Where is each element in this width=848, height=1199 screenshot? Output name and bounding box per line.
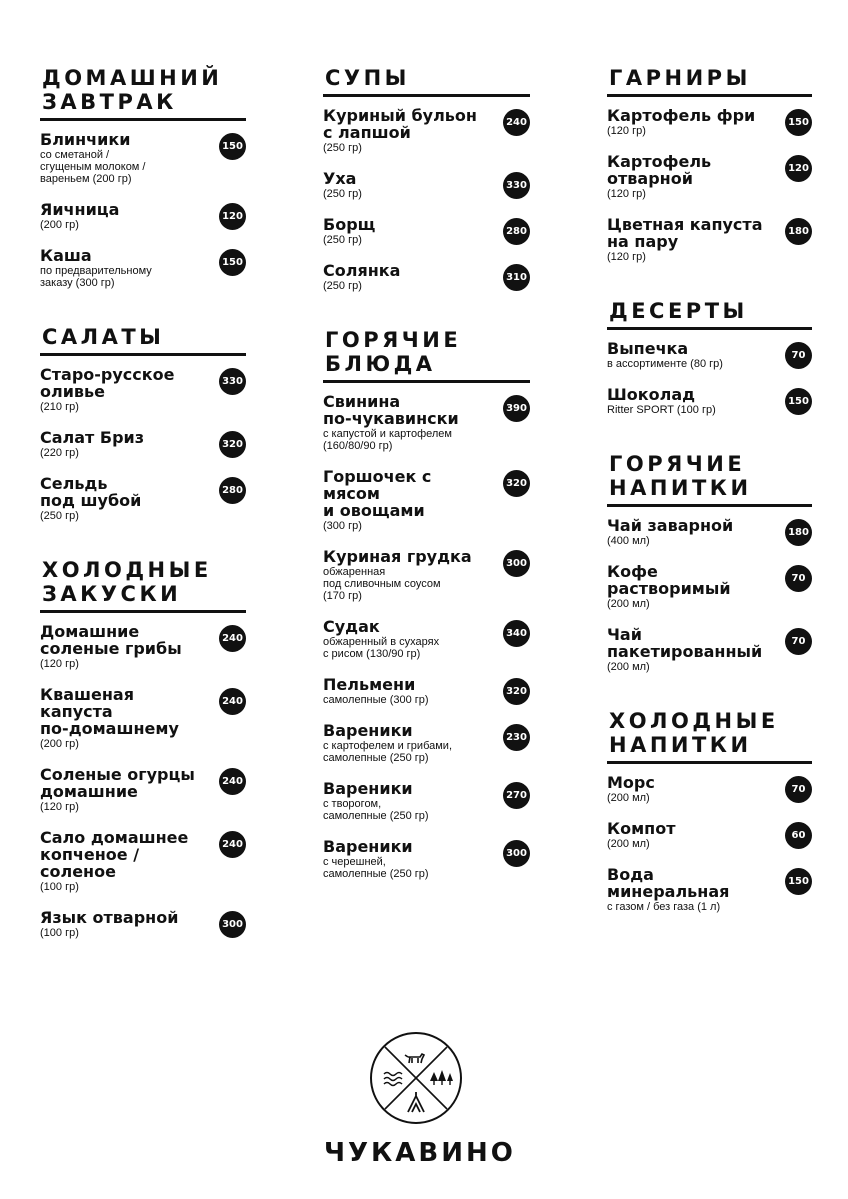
price-badge: 320 (219, 431, 246, 458)
menu-item-description: (200 гр) (40, 219, 79, 231)
menu-item-name: Вареники (323, 721, 413, 740)
menu-section (40, 325, 246, 522)
menu-item (323, 216, 530, 246)
price-badge: 310 (503, 264, 530, 291)
menu-item-description: (250 гр) (323, 234, 362, 246)
menu-item (607, 820, 812, 850)
menu-item-description: (200 мл) (607, 792, 650, 804)
menu-item (323, 838, 530, 880)
menu-item-description: (250 гр) (40, 510, 79, 522)
menu-item-description: (120 гр) (40, 801, 79, 813)
menu-column-2 (323, 66, 530, 896)
menu-item (607, 626, 812, 673)
menu-item-description: (250 гр) (323, 280, 362, 292)
menu-section (323, 328, 530, 880)
price-badge: 150 (219, 249, 246, 276)
menu-item-description: со сметаной / сгущеным молоком / вареньем (200 гр) (40, 149, 146, 185)
menu-item-name: Чай заварной (607, 516, 734, 535)
price-badge: 70 (785, 565, 812, 592)
menu-item-description: (120 гр) (607, 125, 646, 137)
menu-item-description: (120 гр) (607, 251, 646, 263)
menu-item-description: (400 мл) (607, 535, 650, 547)
price-badge: 330 (219, 368, 246, 395)
menu-item-description: (250 гр) (323, 188, 362, 200)
section-title: ГОРЯЧИЕ НАПИТКИ (607, 452, 812, 507)
menu-item-description: (120 гр) (607, 188, 646, 200)
menu-item-name: Язык отварной (40, 908, 179, 927)
menu-item-name: Куриная грудка (323, 547, 472, 566)
price-badge: 280 (503, 218, 530, 245)
menu-item-name: Цветная капуста на пару (607, 215, 763, 251)
section-title: ХОЛОДНЫЕ НАПИТКИ (607, 709, 812, 764)
menu-column-3 (607, 66, 812, 929)
section-title: ГАРНИРЫ (607, 66, 812, 97)
menu-item (607, 216, 812, 263)
menu-item (40, 475, 246, 522)
menu-item-name: Чай пакетированный (607, 625, 763, 661)
menu-item (607, 107, 812, 137)
menu-item (323, 262, 530, 292)
menu-item-description: (200 гр) (40, 738, 79, 750)
menu-item-name: Вареники (323, 779, 413, 798)
menu-item (323, 780, 530, 822)
menu-item-description: с черешней, самолепные (250 гр) (323, 856, 429, 880)
price-badge: 280 (219, 477, 246, 504)
menu-section (607, 299, 812, 416)
section-title: ДОМАШНИЙ ЗАВТРАК (40, 66, 246, 121)
menu-item-description: с картофелем и грибами, самолепные (250 гр) (323, 740, 452, 764)
menu-item-name: Кофе растворимый (607, 562, 731, 598)
price-badge: 240 (219, 625, 246, 652)
menu-item-description: (210 гр) (40, 401, 79, 413)
menu-column-1 (40, 66, 246, 955)
menu-item-name: Пельмени (323, 675, 416, 694)
menu-item (323, 468, 530, 532)
menu-item-description: (200 мл) (607, 661, 650, 673)
menu-item (607, 153, 812, 200)
price-badge: 60 (785, 822, 812, 849)
price-badge: 330 (503, 172, 530, 199)
menu-item-name: Сельдь под шубой (40, 474, 142, 510)
menu-section (607, 709, 812, 913)
compass-emblem-icon (368, 1030, 464, 1126)
price-badge: 300 (503, 550, 530, 577)
menu-item-name: Вода минеральная (607, 865, 730, 901)
menu-item-description: (300 гр) (323, 520, 362, 532)
menu-item-description: (220 гр) (40, 447, 79, 459)
menu-item-description: с творогом, самолепные (250 гр) (323, 798, 429, 822)
menu-item (323, 722, 530, 764)
menu-item-name: Судак (323, 617, 380, 636)
menu-item-name: Солянка (323, 261, 401, 280)
menu-item (607, 517, 812, 547)
price-badge: 300 (503, 840, 530, 867)
menu-item (40, 201, 246, 231)
menu-item (607, 774, 812, 804)
menu-item-name: Борщ (323, 215, 376, 234)
menu-item-description: обжаренный в сухарях с рисом (130/90 гр) (323, 636, 440, 660)
menu-section (607, 452, 812, 673)
menu-item-name: Соленые огурцы домашние (40, 765, 195, 801)
menu-item (323, 548, 530, 602)
menu-item-name: Выпечка (607, 339, 689, 358)
menu-item-description: самолепные (300 гр) (323, 694, 429, 706)
menu-item (607, 386, 812, 416)
menu-item (323, 676, 530, 706)
menu-item-description: с газом / без газа (1 л) (607, 901, 721, 913)
menu-item-name: Шоколад (607, 385, 696, 404)
menu-item (40, 429, 246, 459)
menu-item-name: Блинчики (40, 130, 131, 149)
menu-item-name: Морс (607, 773, 655, 792)
menu-item-name: Квашеная капуста по-домашнему (40, 685, 179, 738)
menu-item (40, 247, 246, 289)
menu-item (607, 866, 812, 913)
price-badge: 320 (503, 470, 530, 497)
section-title: ДЕСЕРТЫ (607, 299, 812, 330)
price-badge: 180 (785, 218, 812, 245)
menu-item (40, 909, 246, 939)
menu-section (40, 66, 246, 289)
price-badge: 390 (503, 395, 530, 422)
menu-item-description: в ассортименте (80 гр) (607, 358, 723, 370)
price-badge: 340 (503, 620, 530, 647)
menu-item-description: (200 мл) (607, 838, 650, 850)
menu-item-description: Ritter SPORT (100 гр) (607, 404, 716, 416)
menu-item-name: Компот (607, 819, 676, 838)
section-title: ХОЛОДНЫЕ ЗАКУСКИ (40, 558, 246, 613)
menu-item-description: (200 мл) (607, 598, 650, 610)
section-title: ГОРЯЧИЕ БЛЮДА (323, 328, 530, 383)
price-badge: 240 (219, 688, 246, 715)
menu-item-description: с капустой и картофелем (160/80/90 гр) (323, 428, 452, 452)
menu-item (323, 107, 530, 154)
price-badge: 230 (503, 724, 530, 751)
menu-item-name: Вареники (323, 837, 413, 856)
price-badge: 120 (785, 155, 812, 182)
section-title: СУПЫ (323, 66, 530, 97)
price-badge: 240 (219, 831, 246, 858)
price-badge: 150 (785, 868, 812, 895)
menu-item-name: Домашние соленые грибы (40, 622, 182, 658)
menu-item (40, 686, 246, 750)
menu-section (607, 66, 812, 263)
menu-item (40, 623, 246, 670)
price-badge: 180 (785, 519, 812, 546)
price-badge: 320 (503, 678, 530, 705)
menu-item (607, 340, 812, 370)
price-badge: 300 (219, 911, 246, 938)
menu-item-name: Сало домашнее копченое / соленое (40, 828, 189, 881)
price-badge: 240 (219, 768, 246, 795)
menu-item-description: по предварительному заказу (300 гр) (40, 265, 152, 289)
menu-item-name: Картофель фри (607, 106, 756, 125)
menu-item-description: обжаренная под сливочным соусом (170 гр) (323, 566, 441, 602)
menu-item-description: (100 гр) (40, 881, 79, 893)
menu-item-name: Картофель отварной (607, 152, 712, 188)
menu-item (323, 170, 530, 200)
price-badge: 70 (785, 628, 812, 655)
menu-item-name: Горшочек с мясом и овощами (323, 467, 432, 520)
price-badge: 70 (785, 776, 812, 803)
menu-item (40, 766, 246, 813)
menu-item-description: (100 гр) (40, 927, 79, 939)
price-badge: 270 (503, 782, 530, 809)
menu-item-name: Уха (323, 169, 357, 188)
menu-item-name: Яичница (40, 200, 120, 219)
menu-item (323, 393, 530, 452)
section-title: САЛАТЫ (40, 325, 246, 356)
menu-section (323, 66, 530, 292)
menu-item-name: Салат Бриз (40, 428, 145, 447)
price-badge: 240 (503, 109, 530, 136)
menu-item (607, 563, 812, 610)
price-badge: 70 (785, 342, 812, 369)
menu-item (40, 829, 246, 893)
menu-item-name: Свинина по-чукавински (323, 392, 459, 428)
menu-item-name: Куриный бульон с лапшой (323, 106, 477, 142)
menu-item-description: (250 гр) (323, 142, 362, 154)
menu-item-description: (120 гр) (40, 658, 79, 670)
menu-item (40, 131, 246, 185)
price-badge: 150 (785, 109, 812, 136)
price-badge: 150 (219, 133, 246, 160)
price-badge: 150 (785, 388, 812, 415)
menu-item (40, 366, 246, 413)
price-badge: 120 (219, 203, 246, 230)
menu-item-name: Каша (40, 246, 92, 265)
brand-logo-text: ЧУКАВИНО (324, 1138, 516, 1168)
menu-item (323, 618, 530, 660)
menu-section (40, 558, 246, 939)
menu-item-name: Старо-русское оливье (40, 365, 175, 401)
